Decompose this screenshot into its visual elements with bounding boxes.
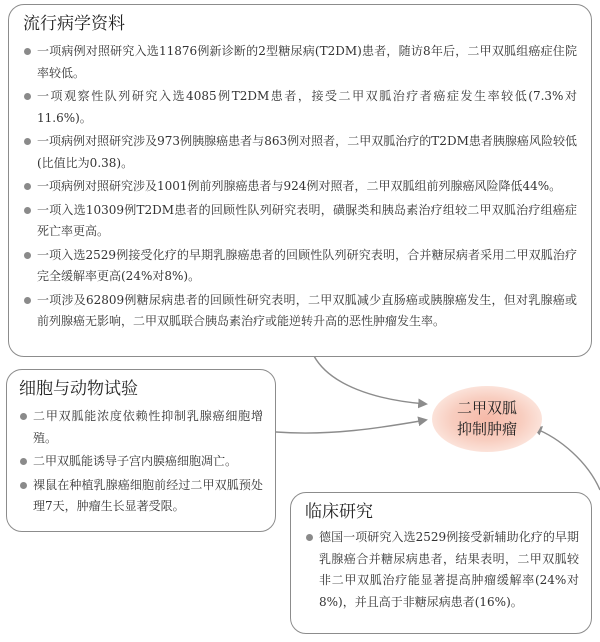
- center-node: [432, 386, 542, 452]
- list-item: 裸鼠在种植乳腺癌细胞前经过二甲双胍预处理7天，肿瘤生长显著受限。: [19, 475, 263, 518]
- clinical-title: 临床研究: [305, 502, 373, 522]
- list-item: 一项入选10309例T2DM患者的回顾性队列研究表明，磺脲类和胰岛素治疗组较二甲双胍治疗组癌症死亡率更高。: [23, 200, 577, 243]
- list-item: 一项入选2529例接受化疗的早期乳腺癌患者的回顾性队列研究表明，合并糖尿病者采用二甲双胍治疗完全缓解率更高(24%对8%)。: [23, 245, 577, 288]
- center-label-line2: 抑制肿瘤: [456, 420, 517, 438]
- arrow-from-clinical: [534, 428, 600, 490]
- epidemiology-box: [8, 4, 592, 357]
- clinical-text: 德国一项研究入选2529例接受新辅助化疗的早期乳腺癌合并糖尿病患者，结果表明，二甲双胍较非二甲双胍治疗能显著提高肿瘤缓解率(24%对8%)，并且高于非糖尿病患者(16%)。: [305, 527, 579, 613]
- clinical-box: [290, 492, 592, 634]
- list-item: 一项病例对照研究涉及973例胰腺癌患者与863例对照者，二甲双胍治疗的T2DM患者胰腺癌风险较低(比值比为0.38)。: [23, 131, 577, 174]
- arrow-from-cell: [276, 420, 426, 433]
- list-item: 一项病例对照研究涉及1001例前列腺癌患者与924例对照者，二甲双胍组前列腺癌风险降低44%。: [23, 176, 577, 198]
- center-label-line1: 二甲双胍: [456, 399, 517, 417]
- cell-animal-box: [6, 369, 276, 532]
- epidemiology-list: [23, 41, 577, 333]
- cell-animal-list: [19, 406, 263, 518]
- list-item: 二甲双胍能浓度依赖性抑制乳腺癌细胞增殖。: [19, 406, 263, 449]
- list-item: 一项观察性队列研究入选4085例T2DM患者，接受二甲双胍治疗者癌症发生率较低(7.3%对11.6%)。: [23, 86, 577, 129]
- list-item: 一项涉及62809例糖尿病患者的回顾性研究表明，二甲双胍减少直肠癌或胰腺癌发生，但对乳腺癌或前列腺癌无影响，二甲双胍联合胰岛素治疗或能逆转升高的恶性肿瘤发生率。: [23, 290, 577, 333]
- list-item: 一项病例对照研究入选11876例新诊断的2型糖尿病(T2DM)患者，随访8年后，二甲双胍组癌症住院率较低。: [23, 41, 577, 84]
- cell-animal-title: 细胞与动物试验: [19, 379, 138, 399]
- epidemiology-title: 流行病学资料: [23, 14, 125, 34]
- list-item: 二甲双胍能诱导子宫内膜癌细胞凋亡。: [19, 451, 263, 473]
- arrow-from-epidemiology: [314, 356, 426, 404]
